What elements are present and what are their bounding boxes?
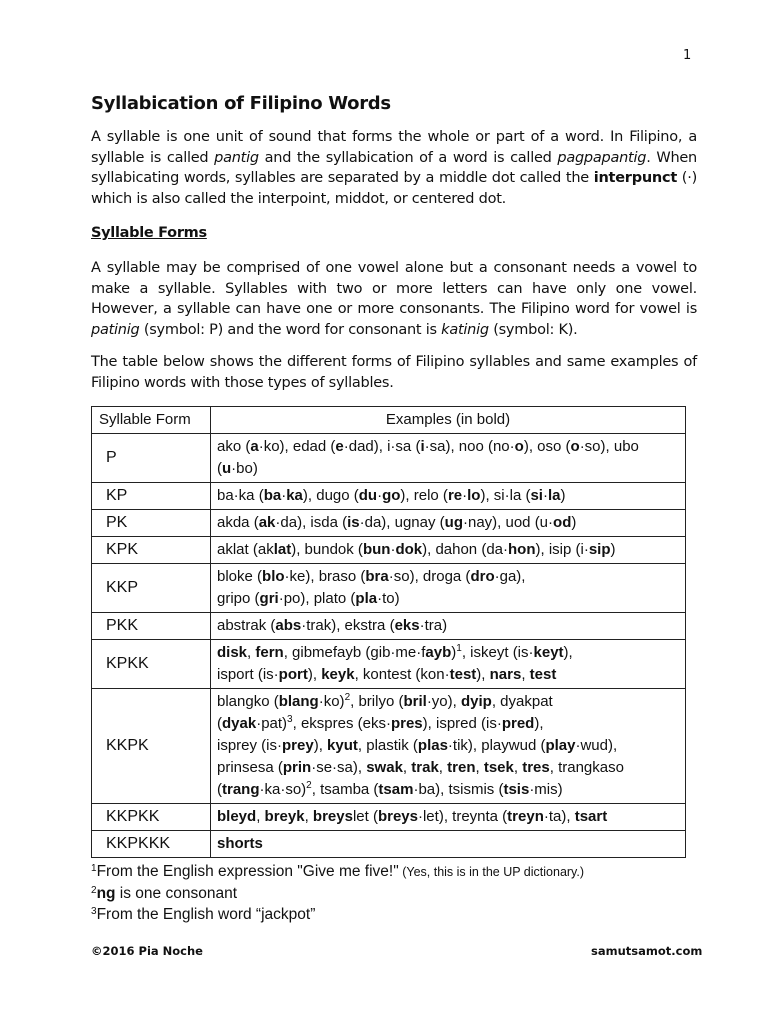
table-row	[92, 640, 686, 689]
example-segment: ·	[377, 487, 383, 504]
example-segment: ·	[281, 487, 287, 504]
example-segment: ·po), plato (	[278, 590, 356, 607]
examples-cell	[211, 831, 686, 858]
example-bold-segment: nars	[489, 666, 522, 683]
footnote-2-text: is one consonant	[115, 885, 238, 902]
table-row	[92, 537, 686, 564]
example-segment: ), ispred (is·	[422, 715, 502, 732]
example-segment: ·trak), ekstra (	[301, 617, 395, 634]
example-bold-segment: trak	[411, 759, 439, 776]
example-bold-segment: bril	[403, 693, 427, 710]
forms-text-2: (symbol: P) and the word for consonant is	[139, 321, 442, 338]
example-segment: ·pat)	[256, 715, 288, 732]
example-segment: ·tra)	[419, 617, 448, 634]
example-segment: , kontest (kon·	[354, 666, 450, 683]
footnote-3-text: From the English word “jackpot”	[96, 906, 316, 923]
example-bold-segment: dro	[470, 568, 495, 585]
footnote-ref: 1	[456, 643, 462, 654]
example-segment: ·let), treynta (	[417, 808, 508, 825]
examples-cell	[211, 564, 686, 613]
example-segment: bloke (	[217, 568, 263, 585]
example-segment: blangko (	[217, 693, 279, 710]
example-segment: ·wud),	[575, 737, 618, 754]
example-bold-segment: breys	[377, 808, 418, 825]
example-segment: ,	[438, 759, 448, 776]
table-row	[92, 564, 686, 613]
example-segment: ,	[247, 644, 256, 661]
example-bold-segment: si	[530, 487, 543, 504]
example-bold-segment: breyk	[264, 808, 305, 825]
example-bold-segment: abs	[275, 617, 302, 634]
footnote-1	[91, 861, 584, 883]
example-segment: , ekspres (eks·	[292, 715, 391, 732]
example-segment: , brilyo (	[350, 693, 404, 710]
example-segment: ·	[542, 487, 548, 504]
example-segment: ·ta),	[543, 808, 575, 825]
example-bold-segment: pres	[390, 715, 423, 732]
example-segment: ·mis)	[529, 781, 563, 798]
example-segment: ,	[304, 808, 313, 825]
table-intro-text: The table below shows the different forms of Filipino syllables and same examples of Filipino words with those types of syllables.	[91, 354, 697, 391]
example-segment: ·ko)	[318, 693, 345, 710]
example-bold-segment: i	[420, 438, 425, 455]
example-segment: let (	[352, 808, 378, 825]
example-bold-segment: port	[278, 666, 308, 683]
example-bold-segment: breys	[312, 808, 353, 825]
example-bold-segment: ayb	[425, 644, 452, 661]
intro-text-2: and the syllabication of a word is called	[258, 149, 558, 166]
syllable-form-cell: KKPKK	[92, 804, 211, 831]
syllable-form-cell: KPKK	[92, 640, 211, 689]
example-bold-segment: gri	[259, 590, 279, 607]
forms-text-1: A syllable may be comprised of one vowel alone but a consonant needs a vowel to make a syllable. Syllables with two or more letters can have only one vowel. However, a syllable can have one or more consonants. The Filipino word for vowel is	[91, 260, 697, 317]
example-segment: ·to)	[377, 590, 400, 607]
example-bold-segment: o	[514, 438, 524, 455]
example-bold-segment: play	[545, 737, 576, 754]
term-interpunct: interpunct	[593, 170, 678, 186]
example-bold-segment: prin	[282, 759, 312, 776]
example-segment: ako (	[217, 438, 251, 455]
example-segment: ·da), isda (	[275, 514, 348, 531]
example-bold-segment: pla	[355, 590, 378, 607]
example-segment: ), dahon (da·	[422, 541, 508, 558]
example-bold-segment: hon	[508, 541, 536, 558]
page-number: 1	[683, 48, 692, 63]
example-segment: aklat (ak	[217, 541, 274, 558]
examples-cell	[211, 804, 686, 831]
example-bold-segment: blo	[262, 568, 285, 585]
intro-paragraph	[91, 127, 697, 209]
table-row	[92, 434, 686, 483]
example-bold-segment: fern	[255, 644, 284, 661]
footnote-ref: 2	[306, 780, 312, 791]
examples-cell	[211, 510, 686, 537]
section-heading: Syllable Forms	[91, 225, 207, 241]
example-segment: ), si·la (	[480, 487, 531, 504]
example-bold-segment: u	[222, 460, 232, 477]
example-segment: gripo (	[217, 590, 260, 607]
example-bold-segment: tsis	[503, 781, 530, 798]
example-segment: ·	[462, 487, 468, 504]
example-segment: ·sa), noo (no·	[424, 438, 515, 455]
example-bold-segment: tsek	[483, 759, 514, 776]
example-segment: ·se·sa),	[311, 759, 367, 776]
footnote-2-mark: 2	[91, 885, 97, 896]
example-segment: ·ke), braso (	[284, 568, 366, 585]
example-segment: ), bundok (	[291, 541, 363, 558]
example-bold-segment: blang	[278, 693, 319, 710]
example-segment: ,	[475, 759, 484, 776]
example-segment: ,	[402, 759, 412, 776]
example-segment: (	[217, 781, 222, 798]
example-segment: ·ko), edad (	[258, 438, 336, 455]
example-segment: ·so), droga (	[388, 568, 471, 585]
table-row	[92, 831, 686, 858]
example-segment: ·ba), tsismis (	[413, 781, 504, 798]
example-bold-segment: keyt	[533, 644, 564, 661]
example-segment: ),	[307, 666, 322, 683]
table-row	[92, 689, 686, 804]
table-row	[92, 613, 686, 640]
table-body	[92, 434, 686, 858]
example-segment: isport (is·	[217, 666, 279, 683]
example-bold-segment: ka	[286, 487, 303, 504]
example-bold-segment: ak	[258, 514, 276, 531]
example-bold-segment: treyn	[507, 808, 544, 825]
example-segment: , tsamba (	[311, 781, 379, 798]
example-segment: ·so), ubo (	[217, 438, 639, 477]
example-bold-segment: ug	[444, 514, 463, 531]
example-segment: ),	[313, 737, 328, 754]
example-segment: ), dugo (	[302, 487, 359, 504]
footnote-1-mark: 1	[91, 863, 97, 874]
syllable-form-cell: P	[92, 434, 211, 483]
example-bold-segment: prey	[282, 737, 314, 754]
example-segment: , gibmefayb (gib·me·f	[283, 644, 426, 661]
footnote-1-aside: (Yes, this is in the UP dictionary.)	[398, 865, 585, 879]
intro-text-1: A syllable is one unit of sound that forms the whole or part of a word. In Filipino, a syllable is called	[91, 129, 697, 166]
table-row	[92, 804, 686, 831]
footnote-ref: 3	[287, 714, 293, 725]
syllable-form-cell: KKP	[92, 564, 211, 613]
term-katinig: katinig	[441, 321, 489, 338]
example-bold-segment: lat	[273, 541, 292, 558]
example-segment: isprey (is·	[217, 737, 283, 754]
example-bold-segment: tres	[522, 759, 550, 776]
page-title: Syllabication of Filipino Words	[91, 93, 391, 114]
example-segment: ·ka·so)	[259, 781, 307, 798]
header-syllable-form: Syllable Form	[92, 407, 211, 434]
forms-paragraph	[91, 258, 697, 340]
example-bold-segment: tsart	[574, 808, 608, 825]
example-bold-segment: go	[382, 487, 401, 504]
example-bold-segment: swak	[366, 759, 403, 776]
term-pantig: pantig	[214, 149, 259, 166]
intro-text-4: (·) which is also called the interpoint, middot, or centered dot.	[91, 170, 697, 207]
example-segment: )	[560, 487, 566, 504]
example-bold-segment: plas	[417, 737, 448, 754]
intro-text-3: . When syllabicating words, syllables are separated by a middle dot called the	[91, 149, 697, 186]
example-segment: )	[610, 541, 616, 558]
example-segment: , plastik (	[357, 737, 418, 754]
example-bold-segment: eks	[394, 617, 420, 634]
header-examples: Examples (in bold)	[211, 407, 686, 434]
example-bold-segment: shorts	[217, 835, 263, 852]
example-bold-segment: pred	[501, 715, 535, 732]
table-header-row	[92, 407, 686, 434]
example-bold-segment: tren	[447, 759, 476, 776]
example-bold-segment: bun	[362, 541, 391, 558]
example-segment: ·da), ugnay (	[359, 514, 445, 531]
footnotes	[91, 861, 584, 925]
example-segment: ),	[563, 644, 573, 661]
example-segment: ,	[513, 759, 523, 776]
example-segment: ,	[256, 808, 265, 825]
example-bold-segment: bleyd	[217, 808, 257, 825]
example-segment: akda (	[217, 514, 259, 531]
syllable-form-cell: PKK	[92, 613, 211, 640]
example-segment: ·nay), uod (u·	[462, 514, 554, 531]
example-segment: ), relo (	[400, 487, 448, 504]
footer-copyright: ©2016 Pia Noche	[91, 944, 203, 958]
footnote-ref: 2	[344, 692, 351, 703]
footnote-1-text: From the English expression "Give me five!"	[96, 863, 399, 880]
example-segment: abstrak (	[217, 617, 276, 634]
footnote-2-term: ng	[96, 885, 116, 902]
footnote-3	[91, 904, 584, 925]
table-intro-paragraph	[91, 352, 697, 393]
footnote-3-mark: 3	[91, 906, 97, 917]
example-bold-segment: bra	[365, 568, 389, 585]
example-bold-segment: test	[529, 666, 557, 683]
example-bold-segment: dyak	[222, 715, 257, 732]
example-bold-segment: keyk	[321, 666, 355, 683]
examples-cell	[211, 689, 686, 804]
example-bold-segment: dok	[395, 541, 423, 558]
example-segment: )	[571, 514, 577, 531]
example-bold-segment: trang	[222, 781, 260, 798]
example-segment: ·	[390, 541, 396, 558]
forms-text-3: (symbol: K).	[488, 321, 578, 338]
example-segment: prinsesa (	[217, 759, 283, 776]
examples-cell	[211, 613, 686, 640]
examples-cell	[211, 640, 686, 689]
example-segment: ·ga),	[494, 568, 526, 585]
syllable-form-cell: KP	[92, 483, 211, 510]
syllable-form-cell: PK	[92, 510, 211, 537]
example-segment: , iskeyt (is·	[461, 644, 534, 661]
example-bold-segment: is	[347, 514, 360, 531]
example-bold-segment: lo	[467, 487, 481, 504]
example-bold-segment: kyut	[327, 737, 358, 754]
example-segment: (	[217, 715, 222, 732]
example-bold-segment: tsam	[378, 781, 414, 798]
example-segment: ),	[534, 715, 544, 732]
example-segment: , trangkaso	[549, 759, 624, 776]
syllable-form-cell: KKPK	[92, 689, 211, 804]
example-bold-segment: sip	[588, 541, 611, 558]
syllable-forms-table	[91, 406, 686, 858]
example-segment: ·bo)	[231, 460, 258, 477]
example-segment: ba·ka (	[217, 487, 264, 504]
table-row	[92, 510, 686, 537]
example-bold-segment: la	[547, 487, 561, 504]
syllable-form-cell: KPK	[92, 537, 211, 564]
example-segment: ·yo),	[426, 693, 461, 710]
example-bold-segment: du	[358, 487, 378, 504]
examples-cell	[211, 434, 686, 483]
example-segment: ·tik), playwud (	[447, 737, 546, 754]
table-row	[92, 483, 686, 510]
example-segment: , dyakpat	[491, 693, 553, 710]
example-bold-segment: test	[449, 666, 477, 683]
example-bold-segment: a	[250, 438, 259, 455]
term-pagpapantig: pagpapantig	[557, 149, 647, 166]
examples-cell	[211, 483, 686, 510]
example-bold-segment: o	[570, 438, 580, 455]
example-bold-segment: ba	[263, 487, 282, 504]
example-segment: ), oso (	[523, 438, 571, 455]
example-bold-segment: disk	[217, 644, 248, 661]
footer-website: samutsamot.com	[591, 944, 703, 958]
syllable-form-cell: KKPKKK	[92, 831, 211, 858]
example-segment: ,	[521, 666, 530, 683]
term-patinig: patinig	[91, 321, 140, 338]
examples-cell	[211, 537, 686, 564]
example-bold-segment: e	[335, 438, 344, 455]
example-segment: )	[451, 644, 457, 661]
example-bold-segment: re	[447, 487, 463, 504]
example-segment: ),	[476, 666, 490, 683]
footnote-2	[91, 883, 584, 904]
example-bold-segment: od	[553, 514, 572, 531]
example-segment: ), isip (i·	[535, 541, 589, 558]
example-bold-segment: dyip	[460, 693, 492, 710]
example-segment: ·dad), i·sa (	[343, 438, 421, 455]
